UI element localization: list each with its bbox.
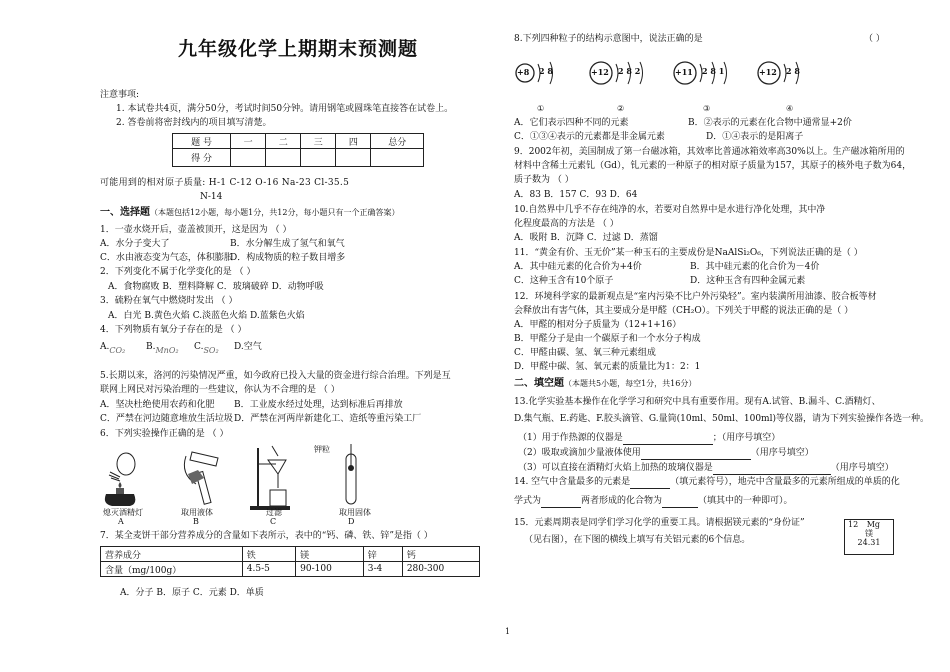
ion-diagram-2 [588, 58, 668, 92]
question-8: 8.下列四种粒子的结构示意图中，说法正确的是 [514, 34, 703, 44]
nutrition-value-cell: 90-100 [296, 562, 364, 577]
q12-option-a[interactable]: A．甲醛的相对分子质量为（12+1+16） [514, 320, 682, 330]
question-5-line-1: 5.长期以来，洛河的污染情况严重，如今政府已投入大量的资金进行综合治理。下列是互 [100, 371, 451, 381]
question-15-line-2: （见右图），在下图的横线上填写有关铝元素的6个信息。 [524, 535, 751, 545]
q8-option-a[interactable]: A．它们表示四种不同的元素 [514, 118, 629, 128]
score-cell[interactable] [266, 149, 301, 167]
q6-letter-a[interactable]: A [118, 517, 124, 526]
q13-answer-2[interactable] [641, 448, 751, 460]
score-cell[interactable] [371, 149, 424, 167]
ion-diagram-1 [514, 58, 574, 92]
question-13-line-1: 13.化学实验基本操作在化学学习和研究中具有重要作用。现有A.试管、B.漏斗、C.酒精灯、 [514, 397, 881, 407]
q6-caption-b: 取用液体 [181, 508, 213, 517]
q1-option-d[interactable]: D．构成物质的粒子数目增多 [230, 253, 346, 263]
filtration-icon [250, 446, 290, 510]
q5-option-b[interactable]: B．工业废水经过处理，达到标准后再排放 [234, 400, 403, 410]
ion-3-nucleus: +11 [675, 67, 693, 77]
question-5-line-2: 联网上网民对污染治理的一些建议，你认为不合理的是 （ ） [100, 385, 340, 395]
ion-3-number: ③ [703, 104, 711, 113]
score-header-cell: 三 [301, 134, 336, 149]
ion-4-shells: 2 8 [786, 66, 800, 76]
q4-option-b-formula: MnO₂ [155, 346, 179, 355]
question-13-line-2: D.集气瓶、E.药匙、F.胶头滴管、G.量筒(10ml、50ml、100ml)等仪器，请为下列实验操作各选一种。 [514, 414, 929, 424]
q13-sub-3-suffix: （用序号填空） [830, 463, 894, 473]
q13-sub-1 [518, 433, 780, 445]
q13-sub-3 [518, 463, 894, 475]
ion-diagram-4 [756, 58, 826, 92]
q12-option-b[interactable]: B．甲醛分子是由一个碳原子和一个水分子构成 [514, 334, 701, 344]
score-cell[interactable] [336, 149, 371, 167]
q12-option-d[interactable]: D．甲醛中碳、氢、氧元素的质量比为1：2：1 [514, 362, 701, 372]
q14-text-3: 学式为 [514, 496, 542, 506]
q6-letter-d[interactable]: D [348, 517, 355, 526]
question-10-line-1: 10.自然界中几乎不存在纯净的水，若要对自然界中是水进行净化处理，其中净 [514, 205, 826, 215]
score-table [172, 133, 424, 167]
q8-answer-paren: （ ） [864, 34, 885, 44]
question-10-line-2: 化程度最高的方法是 （ ） [514, 219, 619, 229]
q13-sub-2 [518, 448, 814, 460]
q13-sub-2-suffix: （用序号填空） [750, 448, 814, 458]
nutrition-header-cell: 铁 [242, 547, 295, 562]
section-1-note: （本题包括12小题，每小题1分，共12分，每小题只有一个正确答案） [150, 208, 400, 217]
q6-letter-c[interactable]: C [270, 517, 277, 526]
nutrition-value-cell: 含量（mg/100g） [101, 562, 243, 577]
mg-atomic-mass: 24.31 [857, 538, 881, 547]
nutrition-header-cell: 钙 [402, 547, 479, 562]
pouring-liquid-icon [184, 452, 218, 504]
note-1: 1. 本试卷共4页，满分50分，考试时间50分钟。请用钢笔或圆珠笔直接答在试卷上。 [116, 104, 454, 114]
section-1-heading: 一、选择题 [100, 207, 150, 218]
score-cell[interactable] [231, 149, 266, 167]
ion-2-nucleus: +12 [591, 67, 609, 77]
question-7: 7．某全麦饼干部分营养成分的含量如下表所示，表中的“钙、磷、铁、锌”是指（ ） [100, 531, 433, 541]
ion-2-number: ② [617, 104, 625, 113]
magnesium-element-card [844, 519, 894, 555]
q14-answer-1[interactable] [630, 477, 670, 489]
score-cell[interactable] [301, 149, 336, 167]
question-15-line-1: 15．元素周期表是同学们学习化学的重要工具。请根据镁元素的“身份证” [514, 518, 805, 528]
q8-option-c[interactable]: C．①③④表示的元素都是非金属元素 [514, 132, 665, 142]
q13-answer-3[interactable] [713, 463, 831, 475]
ion-4-nucleus: +12 [759, 67, 777, 77]
question-9-line-3: 质子数为 （ ） [514, 175, 574, 185]
q4-option-a[interactable] [100, 342, 125, 356]
q14-text-2: （填元素符号），地壳中含量最多的元素所组成的单质的化 [670, 477, 900, 487]
section-2-heading: 二、填空题 [514, 378, 564, 389]
notes-heading: 注意事项: [100, 90, 140, 100]
q1-option-c[interactable]: C．水由液态变为气态，体积膨胀 [100, 253, 233, 263]
q4-option-c[interactable] [194, 342, 219, 356]
nutrition-value-cell: 280-300 [402, 562, 479, 577]
q4-option-c-formula: SO₂ [203, 346, 219, 355]
q9-options[interactable]: A．83 B．157 C．93 D．64 [514, 190, 638, 200]
atomic-mass-line-2: N-14 [200, 192, 223, 202]
question-14-line-1 [514, 477, 900, 489]
q8-option-d[interactable]: D．①④表示的是阳离子 [706, 132, 804, 142]
q6-potassium-label: 钾粒 [314, 445, 330, 454]
nutrition-value-cell: 3-4 [363, 562, 402, 577]
question-12-line-2: 会释放出有害气体，其主要成分是甲醛（CH₂O）。下列关于甲醛的说法正确的是（ ） [514, 306, 854, 316]
q3-options[interactable]: A．白光 B.黄色火焰 C.淡蓝色火焰 D.蓝紫色火焰 [108, 311, 305, 321]
question-11: 11．“黄金有价、玉无价”某一种玉石的主要成份是NaAlSi₂O₆，下列说法正确的是（ ） [514, 248, 863, 258]
q5-option-c[interactable]: C．严禁在河边随意堆放生活垃圾 [100, 414, 233, 424]
q10-options[interactable]: A．吸附 B．沉降 C．过滤 D．蒸馏 [514, 233, 658, 243]
score-header-cell: 一 [231, 134, 266, 149]
q13-answer-1[interactable] [623, 433, 713, 445]
q4-option-d[interactable]: D.空气 [234, 342, 262, 352]
question-3: 3．硫粉在氧气中燃烧时发出 （ ） [100, 296, 238, 306]
nutrition-value-cell: 4.5-5 [242, 562, 295, 577]
q13-sub-3-text: （3）可以直接在酒精灯火焰上加热的玻璃仪器是 [518, 463, 713, 473]
nutrition-table [100, 546, 480, 577]
q13-sub-1-text: （1）用于作热源的仪器是 [518, 433, 623, 443]
q6-caption-a: 熄灭酒精灯 [103, 508, 143, 517]
score-label-cell: 得 分 [173, 149, 231, 167]
nutrition-header-cell: 锌 [363, 547, 402, 562]
q5-option-a[interactable]: A．坚决杜绝使用农药和化肥 [100, 400, 215, 410]
q7-options[interactable]: A．分子 B．原子 C．元素 D．单质 [120, 588, 264, 598]
q11-option-d[interactable]: D．这种玉含有四种金属元素 [690, 276, 806, 286]
q13-sub-2-text: （2）吸取或滴加少量液体使用 [518, 448, 641, 458]
nutrition-header-cell: 营养成分 [101, 547, 243, 562]
q4-option-a-letter: A. [100, 342, 110, 352]
q4-option-b-letter: B. [146, 342, 156, 352]
q4-option-c-letter: C. [194, 342, 204, 352]
question-9-line-1: 9．2002年初，美国制成了第一台磁冰箱，其效率比普通冰箱效率高30%以上。生产磁冰箱所用的 [514, 147, 905, 157]
mg-name: 镁 [865, 529, 873, 538]
question-14-line-2 [514, 496, 793, 508]
page-title: 九年级化学上期期末预测题 [178, 38, 419, 60]
q14-text-4: 两者形成的化合物为 [581, 496, 663, 506]
page-number: 1 [505, 627, 511, 636]
q6-illustrations [100, 444, 380, 514]
question-1: 1．一壶水烧开后，壶盖被顶开，这是因为 （ ） [100, 225, 292, 235]
q4-option-b[interactable] [146, 342, 179, 356]
mg-card-top [845, 520, 893, 529]
q11-option-b[interactable]: B．其中硅元素的化合价为－4价 [690, 262, 820, 272]
q8-option-b[interactable]: B．②表示的元素在化合物中通常显+2价 [688, 118, 852, 128]
q13-sub-1-suffix: ；（用序号填空） [712, 433, 781, 443]
score-header-cell: 题 号 [173, 134, 231, 149]
question-6: 6．下列实验操作正确的是 （ ） [100, 429, 229, 439]
q2-options[interactable]: A．食物腐败 B．塑料降解 C．玻璃破碎 D．动物呼吸 [108, 282, 324, 292]
score-header-cell: 四 [336, 134, 371, 149]
q11-option-a[interactable]: A．其中硅元素的化合价为+4价 [514, 262, 642, 272]
q1-option-b[interactable]: B．水分解生成了氢气和氧气 [230, 239, 345, 249]
ion-2-shells: 2 8 2 [618, 66, 641, 76]
score-header-cell: 总分 [371, 134, 424, 149]
test-tube-icon [346, 444, 356, 504]
ion-1-shells: 2 8 [539, 66, 553, 76]
nutrition-header-cell: 镁 [296, 547, 364, 562]
ion-diagram-3 [672, 58, 752, 92]
q14-text-5: （填其中的一种即可）。 [698, 496, 793, 506]
alcohol-lamp-icon [105, 453, 135, 506]
ion-1-number: ① [537, 104, 545, 113]
question-9-line-2: 材料中含稀土元素钆（Gd），钆元素的一种原子的相对原子质量为157，其原子的核外电子数为64， [514, 161, 912, 171]
q6-caption-c: 过滤 [266, 508, 282, 517]
atomic-mass-line: 可能用到的相对原子质量: H-1 C-12 O-16 Na-23 Cl-35.5 [100, 178, 350, 188]
q5-option-d[interactable]: D．严禁在河两岸新建化工、造纸等重污染工厂 [234, 414, 422, 424]
mg-symbol: Mg [866, 520, 881, 529]
q6-caption-d: 取用固体 [339, 508, 371, 517]
q6-letter-b[interactable]: B [193, 517, 199, 526]
q11-option-c[interactable]: C．这种玉含有10个原子 [514, 276, 614, 286]
q14-answer-2[interactable] [541, 496, 581, 508]
question-12-line-1: 12．环境科学家的最新观点是“室内污染不比户外污染轻”。室内装潢所用油漆、胶合板等材 [514, 292, 877, 302]
mg-atomic-number: 12 [848, 520, 859, 529]
score-header-cell: 二 [266, 134, 301, 149]
q14-text-1: 14. 空气中含量最多的元素是 [514, 477, 631, 487]
ion-3-shells: 2 8 1 [702, 66, 725, 76]
q14-answer-3[interactable] [662, 496, 698, 508]
question-2: 2．下列变化不属于化学变化的是 （ ） [100, 267, 256, 277]
section-2-note: （本题共5小题，每空1分，共16分） [564, 379, 697, 388]
note-2: 2. 答卷前将密封线内的项目填写清楚。 [116, 118, 272, 128]
q4-option-a-formula: CO₂ [109, 346, 126, 355]
q1-option-a[interactable]: A．水分子变大了 [100, 239, 170, 249]
q12-option-c[interactable]: C．甲醛由碳、氢、氧三种元素组成 [514, 348, 656, 358]
question-4: 4．下列物质有氧分子存在的是 （ ） [100, 325, 247, 335]
ion-4-number: ④ [786, 104, 794, 113]
ion-1-nucleus: +8 [517, 67, 530, 77]
